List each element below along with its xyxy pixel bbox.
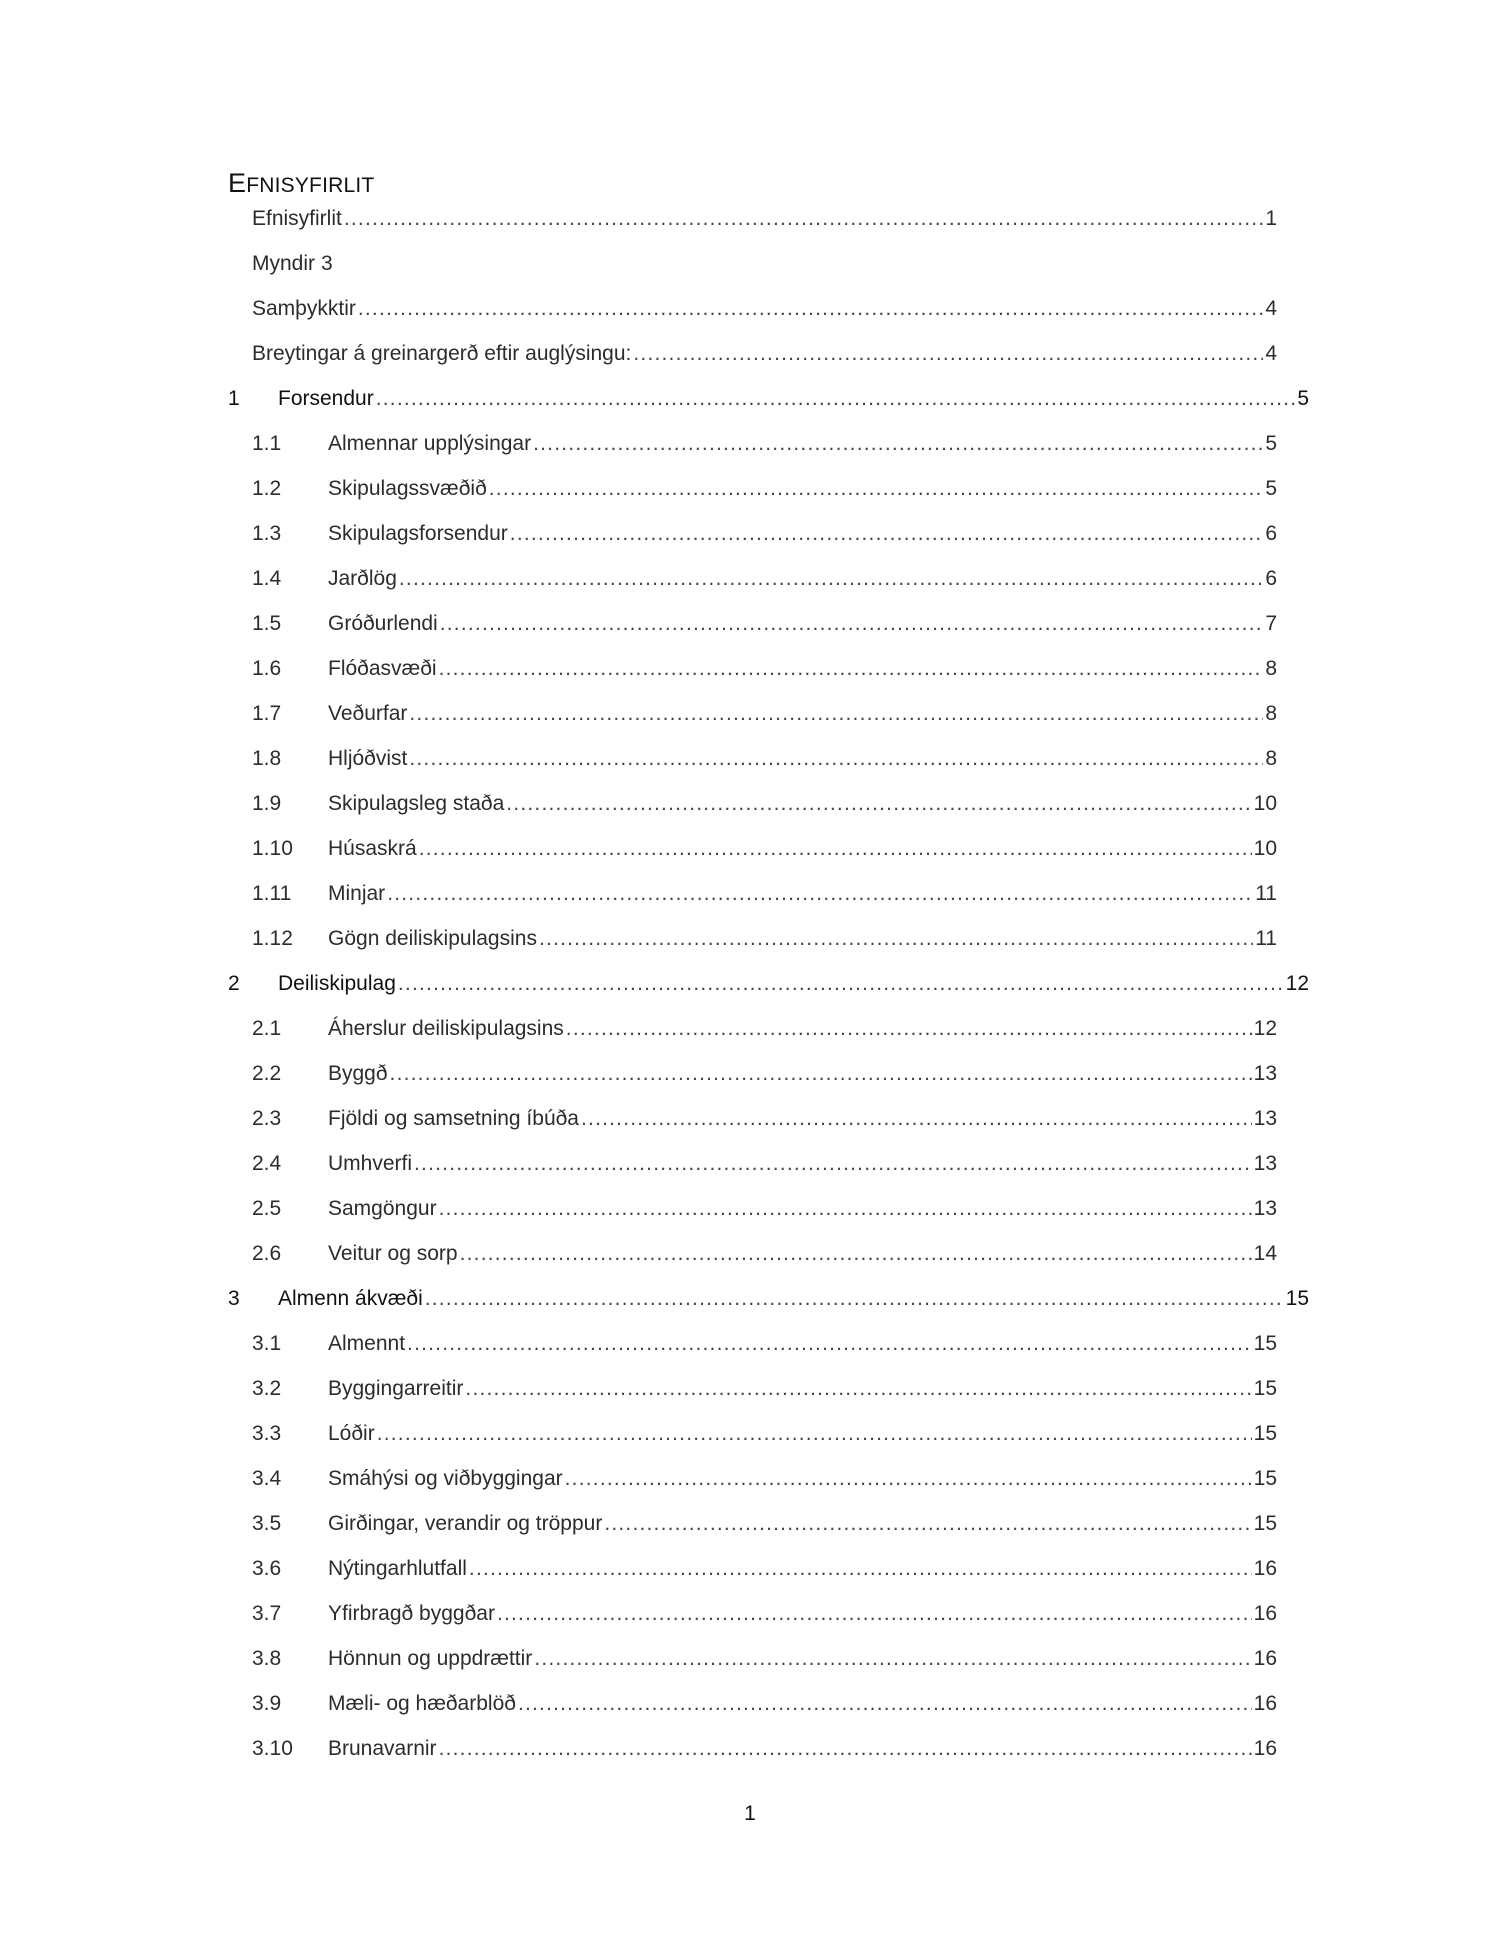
dot-leader [439,1734,1252,1764]
toc-entry-label: Girðingar, verandir og tröppur [328,1512,603,1535]
toc-entry-page: 15 [1253,1377,1277,1400]
dot-leader [465,1374,1251,1404]
toc-entry-page: 15 [1253,1332,1277,1355]
toc-entry-page: 10 [1253,792,1277,815]
toc-subsection-entry[interactable] [252,654,1277,684]
toc-entry-label: Samþykktir [252,297,356,320]
toc-entry-number: 3.8 [252,1647,282,1670]
toc-subsection-entry[interactable] [252,429,1277,459]
toc-subsection-entry[interactable] [252,1149,1277,1179]
toc-subsection-entry[interactable] [252,744,1277,774]
toc-subsection-entry[interactable] [252,1104,1277,1134]
toc-entry-page: 15 [1253,1422,1277,1445]
toc-entry-number: 1.7 [252,702,282,725]
toc-entry-number: 1.8 [252,747,282,770]
dot-leader [439,654,1264,684]
toc-entry-number: 3.3 [252,1422,282,1445]
toc-entry-page: 16 [1253,1737,1277,1760]
dot-leader [344,204,1263,234]
toc-entry-label: Veðurfar [328,702,408,725]
toc-entry-number: 3.2 [252,1377,282,1400]
toc-entry-label: Gróðurlendi [328,612,438,635]
toc-entry-label: Skipulagsleg staða [328,792,505,815]
toc-entry-label: Lóðir [328,1422,375,1445]
dot-leader [390,1059,1252,1089]
toc-entry-page: 6 [1265,567,1277,590]
toc-section-entry[interactable] [228,384,1309,414]
toc-entry-page: 15 [1253,1512,1277,1535]
dot-leader [425,1284,1284,1314]
toc-entry-page: 7 [1265,612,1277,635]
toc-entry-number: 1.6 [252,657,282,680]
toc-entry-label: Skipulagsforsendur [328,522,508,545]
toc-entry-number: 1.9 [252,792,282,815]
toc-entry-label: Áherslur deiliskipulagsins [328,1017,564,1040]
toc-subsection-entry[interactable] [252,834,1277,864]
toc-entry-label: Smáhýsi og viðbyggingar [328,1467,563,1490]
toc-subsection-entry[interactable] [252,1194,1277,1224]
toc-entry-label: Mæli- og hæðarblöð [328,1692,516,1715]
toc-entry-label: Deiliskipulag [278,972,396,995]
toc-entry-number: 2.6 [252,1242,282,1265]
toc-subsection-entry[interactable] [252,609,1277,639]
toc-subsection-entry[interactable] [252,1464,1277,1494]
toc-entry-number: 2 [228,972,240,995]
toc-entry-number: 3 [228,1287,240,1310]
toc-entry-number: 1 [228,387,240,410]
toc-entry-label: Breytingar á greinargerð eftir auglýsingu: [252,342,632,365]
toc-subsection-entry[interactable] [252,474,1277,504]
toc-entry-label: Samgöngur [328,1197,437,1220]
toc-entry-number: 1.3 [252,522,282,545]
toc-entry-label: Forsendur [278,387,374,410]
toc-subsection-entry[interactable] [252,1014,1277,1044]
toc-entry-page: 10 [1253,837,1277,860]
toc-entry-label: Brunavarnir [328,1737,437,1760]
dot-leader [439,1194,1252,1224]
dot-leader [358,294,1263,324]
toc-entry-label: Gögn deiliskipulagsins [328,927,537,950]
toc-entry-page: 6 [1265,522,1277,545]
toc-entry-number: 1.12 [252,927,293,950]
toc-entry-label: Almennt [328,1332,406,1355]
toc-entry-page: 11 [1255,882,1277,905]
toc-subsection-entry[interactable] [252,564,1277,594]
dot-leader [407,1329,1252,1359]
toc-subsection-entry[interactable] [252,1059,1277,1089]
dot-leader [489,474,1264,504]
page-title [228,168,374,199]
toc-entry-number: 1.4 [252,567,282,590]
toc-entry-page: 5 [1265,432,1277,455]
toc-entry-page: 13 [1253,1062,1277,1085]
dot-leader [377,1419,1252,1449]
toc-entry-page: 11 [1255,927,1277,950]
toc-subsection-entry[interactable] [252,789,1277,819]
toc-entry-number: 1.5 [252,612,282,635]
toc-entry-label: Jarðlög [328,567,397,590]
toc-entry-page: 16 [1253,1602,1277,1625]
toc-subsection-entry[interactable] [252,1644,1277,1674]
page-number: 1 [744,1802,756,1825]
toc-entry-page: 15 [1253,1467,1277,1490]
dot-leader [534,1644,1251,1674]
toc-entry-page: 4 [1265,342,1277,365]
toc-entry-label: Byggingarreitir [328,1377,464,1400]
toc-entry-number: 2.5 [252,1197,282,1220]
toc-entry-page: 16 [1253,1557,1277,1580]
toc-entry-page: 5 [1265,477,1277,500]
toc-entry-page: 8 [1265,747,1277,770]
toc-subsection-entry[interactable] [252,879,1277,909]
toc-entry-page: 14 [1253,1242,1277,1265]
toc-entry-number: 1.2 [252,477,282,500]
toc-subsection-entry[interactable] [252,1329,1277,1359]
toc-subsection-entry[interactable] [252,519,1277,549]
dot-leader [409,699,1263,729]
toc-entry-label: Umhverfi [328,1152,413,1175]
toc-front-entry[interactable] [252,204,1277,234]
toc-subsection-entry[interactable] [252,1599,1277,1629]
toc-entry-page: 15 [1285,1287,1309,1310]
dot-leader [409,744,1263,774]
toc-entry-label: Yfirbragð byggðar [328,1602,495,1625]
toc-entry-page: 13 [1253,1152,1277,1175]
toc-entry-number: 3.5 [252,1512,282,1535]
toc-subsection-entry[interactable] [252,1554,1277,1584]
toc-entry-number: 1.1 [252,432,282,455]
dot-leader [399,564,1263,594]
toc-subsection-entry[interactable] [252,1239,1277,1269]
toc-entry-number: 3.6 [252,1557,282,1580]
toc-entry-label: Nýtingarhlutfall [328,1557,467,1580]
toc-entry-number: 3.7 [252,1602,282,1625]
toc-subsection-entry[interactable] [252,1374,1277,1404]
dot-leader [565,1464,1252,1494]
dot-leader [419,834,1252,864]
title-initial: E [228,168,247,198]
dot-leader [566,1014,1252,1044]
dot-leader [533,429,1263,459]
toc-entry-label: Hljóðvist [328,747,408,770]
toc-entry-page: 16 [1253,1647,1277,1670]
toc-entry-page: 8 [1265,657,1277,680]
toc-entry-page: 16 [1253,1692,1277,1715]
toc-subsection-entry[interactable] [252,924,1277,954]
dot-leader [633,339,1263,369]
dot-leader [581,1104,1252,1134]
toc-entry-page: 4 [1265,297,1277,320]
toc-entry-page: 13 [1253,1197,1277,1220]
toc-entry-page: 12 [1253,1017,1277,1040]
dot-leader [414,1149,1252,1179]
toc-entry-number: 3.4 [252,1467,282,1490]
dot-leader [510,519,1264,549]
toc-entry-number: 3.9 [252,1692,282,1715]
toc-entry-label: Skipulagssvæðið [328,477,487,500]
toc-entry-label: Flóðasvæði [328,657,437,680]
toc-entry-number: 2.2 [252,1062,282,1085]
dot-leader [518,1689,1252,1719]
toc-front-entry[interactable] [252,294,1277,324]
dot-leader [506,789,1251,819]
toc-subsection-entry[interactable] [252,1509,1277,1539]
dot-leader [604,1509,1251,1539]
toc-front-entry[interactable] [252,339,1277,369]
toc-entry-label: Hönnun og uppdrættir [328,1647,533,1670]
dot-leader [440,609,1264,639]
toc-entry-page: 12 [1285,972,1309,995]
toc-subsection-entry[interactable] [252,1734,1277,1764]
toc-entry-number: 3.10 [252,1737,293,1760]
toc-entry-label: Minjar [328,882,386,905]
toc-section-entry[interactable] [228,1284,1309,1314]
toc-entry-number: 2.4 [252,1152,282,1175]
toc-front-entry[interactable] [252,249,1277,279]
toc-entry-label: Fjöldi og samsetning íbúða [328,1107,579,1130]
toc-section-entry[interactable] [228,969,1309,999]
dot-leader [539,924,1253,954]
dot-leader [387,879,1253,909]
toc-subsection-entry[interactable] [252,1419,1277,1449]
toc-entry-label: Efnisyfirlit [252,207,342,230]
toc-entry-page: 3 [321,252,333,275]
toc-entry-label: Húsaskrá [328,837,417,860]
toc-entry-label: Veitur og sorp [328,1242,458,1265]
toc-subsection-entry[interactable] [252,1689,1277,1719]
toc-entry-number: 1.10 [252,837,293,860]
dot-leader [376,384,1296,414]
dot-leader [460,1239,1252,1269]
toc-entry-number: 3.1 [252,1332,282,1355]
toc-entry-page: 8 [1265,702,1277,725]
toc-entry-label: Almennar upplýsingar [328,432,532,455]
toc-entry-page: 5 [1297,387,1309,410]
dot-leader [497,1599,1252,1629]
toc-entry-page: 13 [1253,1107,1277,1130]
toc-entry-number: 2.1 [252,1017,282,1040]
dot-leader [469,1554,1252,1584]
toc-entry-page: 1 [1265,207,1277,230]
title-rest: FNISYFIRLIT [246,174,375,197]
dot-leader [398,969,1284,999]
toc-entry-label: Almenn ákvæði [278,1287,423,1310]
toc-entry-label: Myndir [252,252,316,275]
toc-entry-number: 2.3 [252,1107,282,1130]
toc-entry-label: Byggð [328,1062,388,1085]
toc-subsection-entry[interactable] [252,699,1277,729]
toc-entry-number: 1.11 [252,882,292,905]
